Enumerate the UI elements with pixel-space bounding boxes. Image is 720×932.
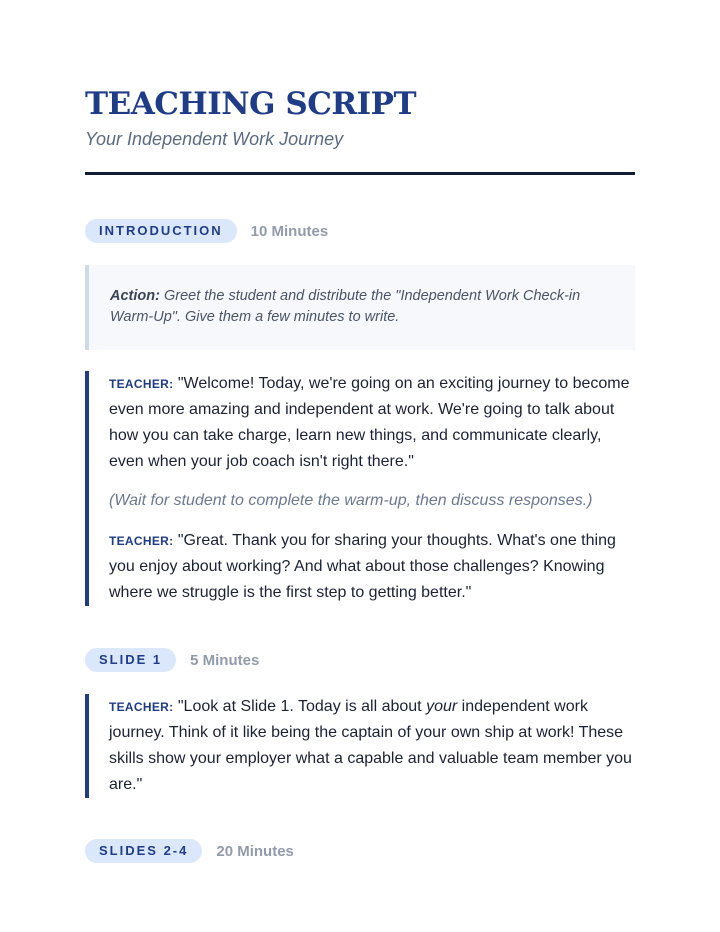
teacher-line bbox=[109, 371, 637, 475]
section-duration: 10 Minutes bbox=[250, 222, 329, 240]
teacher-line-text-start: "Look at Slide 1. Today is all about bbox=[177, 698, 427, 715]
page-subtitle: Your Independent Work Journey bbox=[85, 129, 344, 149]
teacher-line bbox=[109, 694, 637, 798]
page-title: TEACHING SCRIPT bbox=[85, 86, 417, 122]
section-header-slides-2-4 bbox=[85, 839, 294, 863]
section-label-badge: SLIDES 2-4 bbox=[85, 839, 202, 863]
teacher-line bbox=[109, 528, 637, 606]
section-label-badge: SLIDE 1 bbox=[85, 648, 176, 672]
action-text: Greet the student and distribute the "Independent Work Check-in Warm-Up". Give them a few minutes to write. bbox=[110, 288, 581, 325]
speaker-label: TEACHER: bbox=[109, 700, 174, 714]
section-header-introduction bbox=[85, 219, 328, 243]
teacher-line-text-end: independent work journey. Think of it like being the captain of your own ship at work! These skills show your employer what a capable and valuable team member you are." bbox=[109, 698, 632, 793]
action-label: Action: bbox=[110, 288, 160, 304]
section-header-slide-1 bbox=[85, 648, 259, 672]
action-note bbox=[85, 265, 635, 350]
teacher-line-emphasis: your bbox=[426, 698, 458, 715]
section-duration: 5 Minutes bbox=[190, 651, 260, 669]
teacher-line-text: "Welcome! Today, we're going on an exciting journey to become even more amazing and independent at work. We're going to talk about how you can take charge, learn new things, and communicate clearly, even when your job coach isn't right there." bbox=[109, 375, 630, 470]
title-divider bbox=[85, 172, 635, 175]
teacher-line-text: "Great. Thank you for sharing your thoughts. What's one thing you enjoy about working? And what about those challenges? Knowing where we struggle is the first step to getting better." bbox=[109, 532, 616, 601]
section-label-badge: INTRODUCTION bbox=[85, 219, 237, 243]
script-block-slide-1 bbox=[85, 694, 637, 798]
speaker-label: TEACHER: bbox=[109, 534, 174, 548]
speaker-label: TEACHER: bbox=[109, 377, 174, 391]
script-block-introduction bbox=[85, 371, 637, 606]
section-duration: 20 Minutes bbox=[216, 842, 294, 860]
stage-direction: (Wait for student to complete the warm-up, then discuss responses.) bbox=[109, 492, 593, 509]
